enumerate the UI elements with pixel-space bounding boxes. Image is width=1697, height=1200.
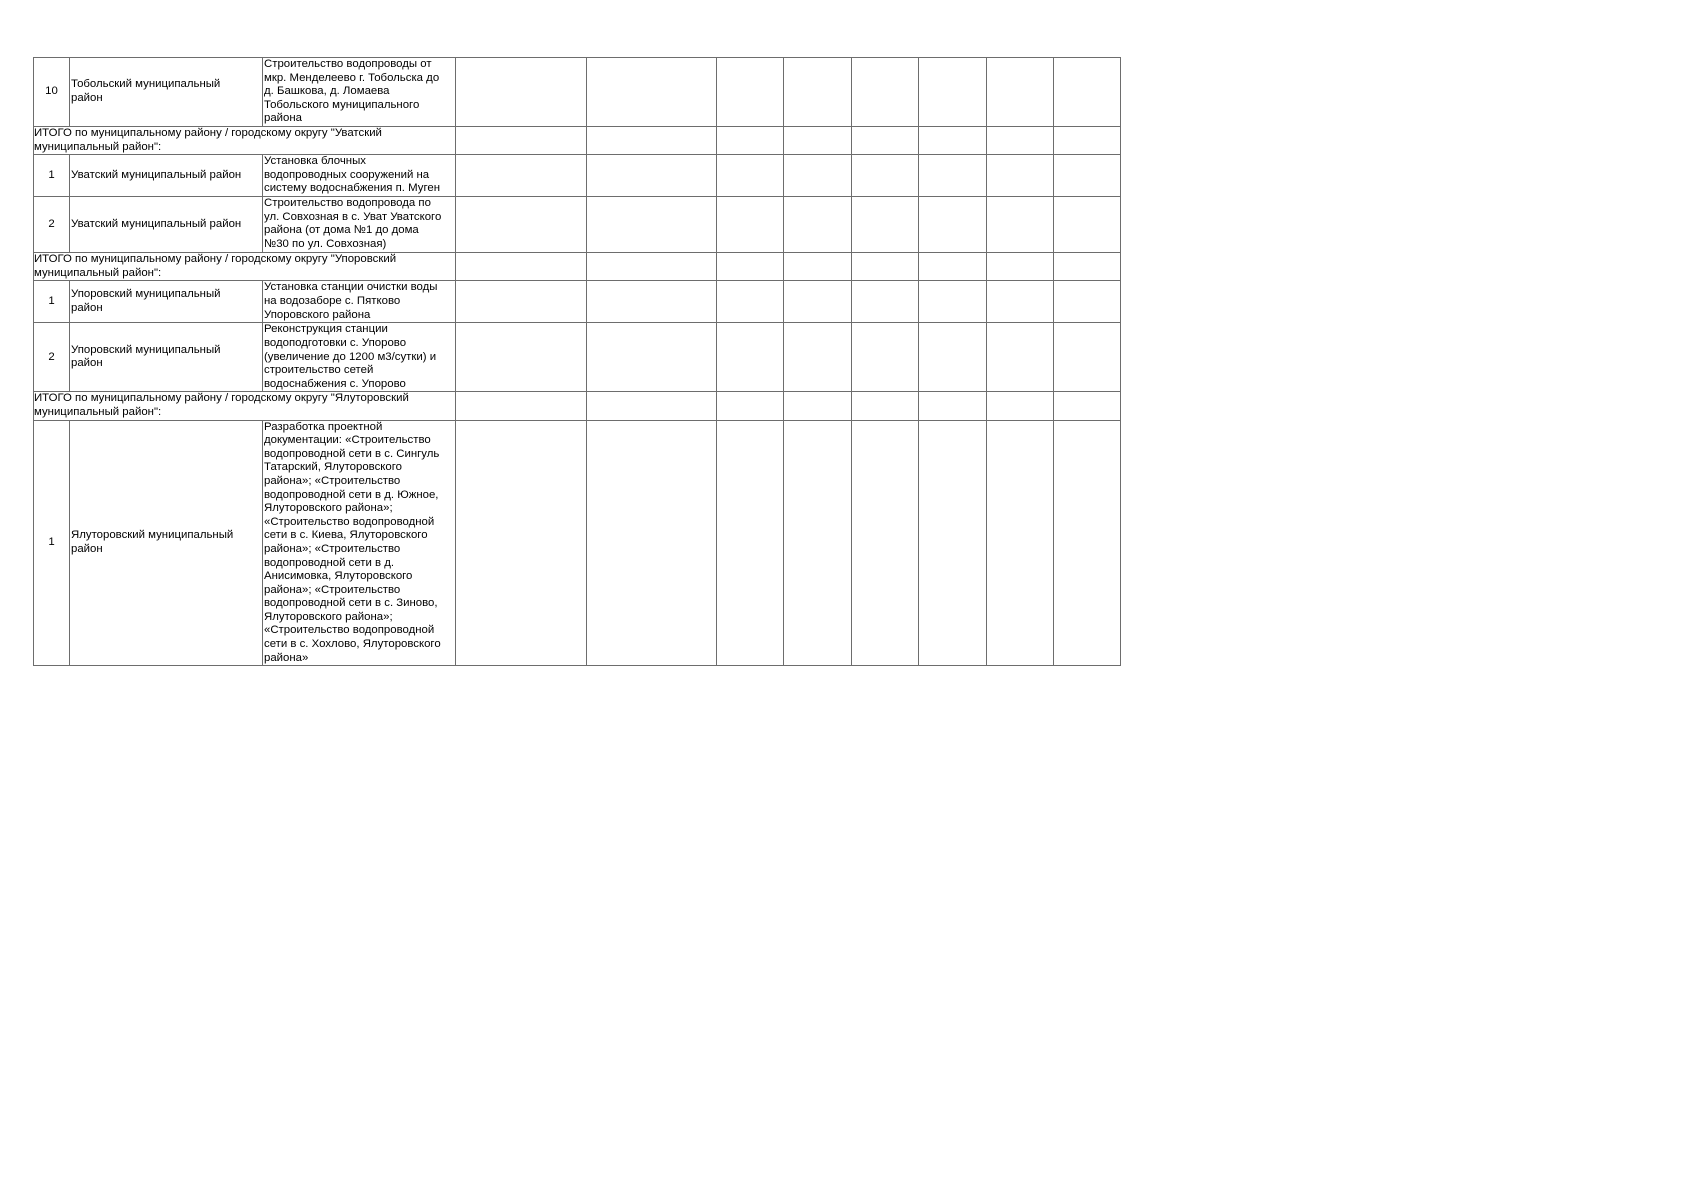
description-cell: Разработка проектной документации: «Строительство водопроводной сети в с. Сингуль Татарский, Ялуторовского района»; «Строительство водопроводной сети в д. Южное, Ялуторовского района»; «Строительство водопроводной сети в с. Киева, Ялуторовского района»; «Строительство водопроводной сети в д. Анисимовка, Ялуторовского района»; «Строительство водопроводной сети в с. Зиново, Ялуторовского района»; «Строительство водопроводной сети в с. Хохлово, Ялуторовского района» (263, 420, 456, 666)
empty-cell (919, 323, 987, 392)
total-row (34, 392, 1121, 420)
empty-cell (852, 58, 919, 127)
empty-cell (987, 323, 1054, 392)
empty-cell (717, 127, 784, 155)
empty-cell (717, 323, 784, 392)
empty-cell (456, 420, 587, 666)
empty-cell (852, 392, 919, 420)
empty-cell (456, 127, 587, 155)
empty-cell (1054, 127, 1121, 155)
empty-cell (1054, 197, 1121, 253)
empty-cell (717, 420, 784, 666)
empty-cell (456, 197, 587, 253)
empty-cell (784, 127, 852, 155)
total-label: ИТОГО по муниципальному району / городскому округу "Уватский муниципальный район": (34, 127, 456, 155)
empty-cell (784, 392, 852, 420)
empty-cell (919, 197, 987, 253)
description-cell: Установка блочных водопроводных сооружений на систему водоснабжения п. Муген (263, 155, 456, 197)
row-number: 1 (34, 155, 70, 197)
investment-table (33, 57, 1121, 666)
empty-cell (1054, 323, 1121, 392)
empty-cell (1054, 155, 1121, 197)
empty-cell (456, 392, 587, 420)
empty-cell (587, 155, 717, 197)
table-row (34, 58, 1121, 127)
row-number: 2 (34, 323, 70, 392)
municipality-cell: Упоровский муниципальный район (70, 323, 263, 392)
row-number: 1 (34, 420, 70, 666)
total-row (34, 253, 1121, 281)
empty-cell (456, 253, 587, 281)
empty-cell (852, 197, 919, 253)
empty-cell (784, 155, 852, 197)
empty-cell (919, 58, 987, 127)
empty-cell (987, 392, 1054, 420)
empty-cell (587, 58, 717, 127)
municipality-cell: Тобольский муниципальный район (70, 58, 263, 127)
empty-cell (919, 155, 987, 197)
empty-cell (784, 323, 852, 392)
empty-cell (919, 127, 987, 155)
row-number: 10 (34, 58, 70, 127)
municipality-cell: Уватский муниципальный район (70, 155, 263, 197)
table-row (34, 281, 1121, 323)
empty-cell (784, 197, 852, 253)
empty-cell (717, 58, 784, 127)
empty-cell (587, 281, 717, 323)
empty-cell (919, 281, 987, 323)
empty-cell (852, 323, 919, 392)
row-number: 2 (34, 197, 70, 253)
empty-cell (717, 155, 784, 197)
empty-cell (852, 253, 919, 281)
empty-cell (987, 281, 1054, 323)
empty-cell (987, 420, 1054, 666)
empty-cell (919, 392, 987, 420)
empty-cell (587, 420, 717, 666)
description-cell: Реконструкция станции водоподготовки с. Упорово (увеличение до 1200 м3/сутки) и строительство сетей водоснабжения с. Упорово (263, 323, 456, 392)
empty-cell (456, 58, 587, 127)
empty-cell (919, 253, 987, 281)
empty-cell (987, 253, 1054, 281)
empty-cell (1054, 392, 1121, 420)
empty-cell (1054, 58, 1121, 127)
empty-cell (1054, 281, 1121, 323)
empty-cell (717, 253, 784, 281)
description-cell: Установка станции очистки воды на водозаборе с. Пятково Упоровского района (263, 281, 456, 323)
empty-cell (852, 155, 919, 197)
empty-cell (987, 197, 1054, 253)
total-label: ИТОГО по муниципальному району / городскому округу "Упоровский муниципальный район": (34, 253, 456, 281)
table-row (34, 323, 1121, 392)
row-number: 1 (34, 281, 70, 323)
empty-cell (456, 323, 587, 392)
empty-cell (1054, 420, 1121, 666)
empty-cell (587, 392, 717, 420)
empty-cell (1054, 253, 1121, 281)
municipality-cell: Уватский муниципальный район (70, 197, 263, 253)
empty-cell (987, 127, 1054, 155)
description-cell: Строительство водопроводы от мкр. Менделеево г. Тобольска до д. Башкова, д. Ломаева Тобольского муниципального района (263, 58, 456, 127)
empty-cell (852, 127, 919, 155)
empty-cell (987, 58, 1054, 127)
total-label: ИТОГО по муниципальному району / городскому округу "Ялуторовский муниципальный район": (34, 392, 456, 420)
empty-cell (456, 155, 587, 197)
municipality-cell: Ялуторовский муниципальный район (70, 420, 263, 666)
table-row (34, 420, 1121, 666)
empty-cell (717, 392, 784, 420)
empty-cell (784, 253, 852, 281)
empty-cell (717, 197, 784, 253)
empty-cell (852, 281, 919, 323)
municipality-cell: Упоровский муниципальный район (70, 281, 263, 323)
empty-cell (587, 197, 717, 253)
total-row (34, 127, 1121, 155)
empty-cell (587, 253, 717, 281)
empty-cell (587, 323, 717, 392)
empty-cell (587, 127, 717, 155)
empty-cell (987, 155, 1054, 197)
empty-cell (919, 420, 987, 666)
description-cell: Строительство водопровода по ул. Совхозная в с. Уват Уватского района (от дома №1 до дома №30 по ул. Совхозная) (263, 197, 456, 253)
empty-cell (784, 281, 852, 323)
empty-cell (717, 281, 784, 323)
empty-cell (852, 420, 919, 666)
table-row (34, 197, 1121, 253)
empty-cell (784, 58, 852, 127)
empty-cell (784, 420, 852, 666)
spreadsheet-page (33, 57, 1121, 666)
empty-cell (456, 281, 587, 323)
table-row (34, 155, 1121, 197)
